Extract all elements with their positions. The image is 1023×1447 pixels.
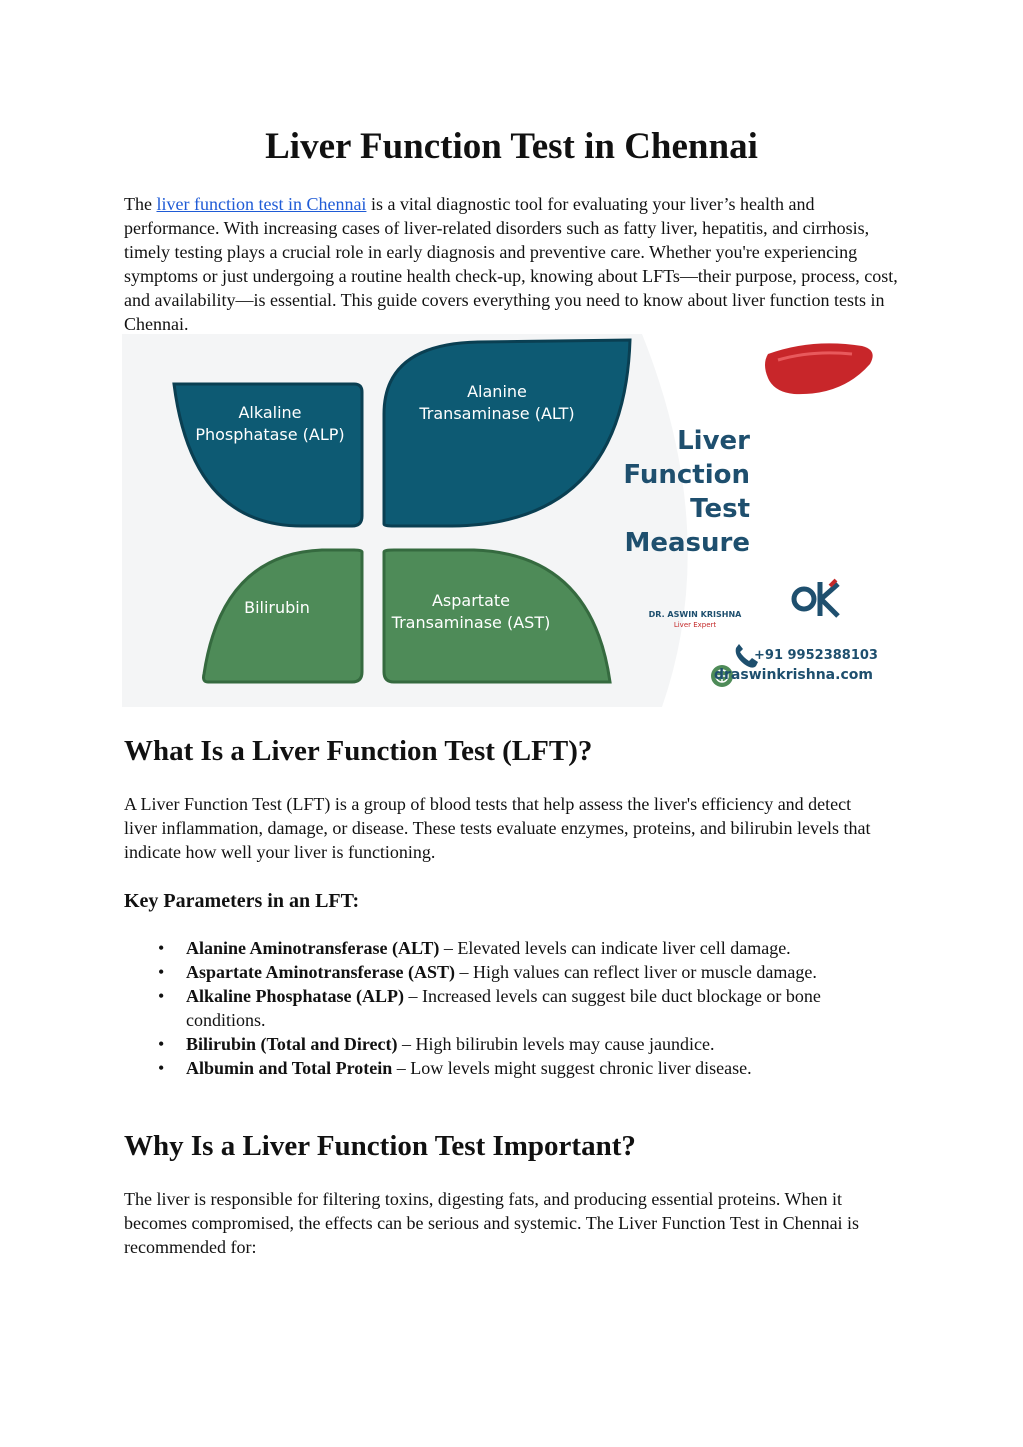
parameter-term: Aspartate Aminotransferase (AST) [186, 962, 455, 982]
intro-text-start: The [124, 194, 157, 214]
list-item [124, 960, 904, 984]
brand-subtitle: Liver Expert [673, 621, 717, 629]
parameter-term: Alkaline Phosphatase (ALP) [186, 986, 405, 1006]
page-title: Liver Function Test in Chennai [265, 126, 758, 167]
list-item [124, 1032, 904, 1056]
key-parameters-heading: Key Parameters in an LFT: [124, 890, 360, 912]
list-item [124, 984, 904, 1032]
parameter-desc: – High values can reflect liver or muscle damage. [454, 962, 817, 982]
section-heading-why-important: Why Is a Liver Function Test Important? [124, 1130, 636, 1162]
website: draswinkrishna.com [714, 667, 873, 683]
phone-number: +91 9952388103 [754, 648, 878, 663]
parameter-desc: – Elevated levels can indicate liver cell damage. [439, 938, 791, 958]
section-paragraph-what-is-lft: A Liver Function Test (LFT) is a group of blood tests that help assess the liver's efficiency and detect liver inflammation, damage, or disease. These tests evaluate enzymes, proteins, and bilirubin levels that indicate how well your liver is functioning. [124, 794, 871, 862]
list-item [124, 936, 904, 960]
brand-title: DR. ASWIN KRISHNA [648, 610, 742, 619]
alp-label: Alkaline Phosphatase (ALP) [195, 403, 345, 444]
parameter-desc: – Increased levels can suggest bile duct blockage or bone conditions. [186, 986, 821, 1030]
intro-paragraph [124, 192, 914, 336]
parameter-term: Bilirubin (Total and Direct) [186, 1034, 398, 1054]
ast-label: Aspartate Transaminase (AST) [391, 591, 551, 632]
measure-heading-line-2: Function [623, 460, 750, 490]
intro-text-rest: is a vital diagnostic tool for evaluating your liver’s health and performance. With increasing cases of liver-related disorders such as fatty liver, hepatitis, and cirrhosis, timely testing plays a crucial role in early diagnosis and preventive care. Whether you're experiencing symptoms or just undergoing a routine health check-up, knowing about LFTs—their purpose, process, cost, and availability—is essential. This guide covers everything you need to know about liver function tests in Chennai. [124, 194, 898, 334]
bilirubin-label: Bilirubin [244, 598, 310, 617]
measure-heading-line-4: Measure [624, 528, 750, 558]
key-parameters-list [124, 936, 904, 1080]
measure-heading-line-3: Test [690, 494, 750, 524]
parameter-term: Albumin and Total Protein [186, 1058, 393, 1078]
alt-label: Alanine Transaminase (ALT) [419, 382, 575, 423]
section-heading-what-is-lft: What Is a Liver Function Test (LFT)? [124, 735, 593, 767]
liver-function-test-link[interactable]: liver function test in Chennai [156, 194, 367, 214]
section-paragraph-why-important: The liver is responsible for filtering toxins, digesting fats, and producing essential proteins. When it becomes compromised, the effects can be serious and systemic. The Liver Function Test in Chennai is recommended for: [124, 1189, 860, 1257]
measure-heading-line-1: Liver [677, 426, 750, 456]
parameter-desc: – High bilirubin levels may cause jaundice. [397, 1034, 715, 1054]
parameter-term: Alanine Aminotransferase (ALT) [186, 938, 440, 958]
brand-name [640, 610, 750, 630]
parameter-desc: – Low levels might suggest chronic liver disease. [392, 1058, 752, 1078]
list-item [124, 1056, 904, 1080]
